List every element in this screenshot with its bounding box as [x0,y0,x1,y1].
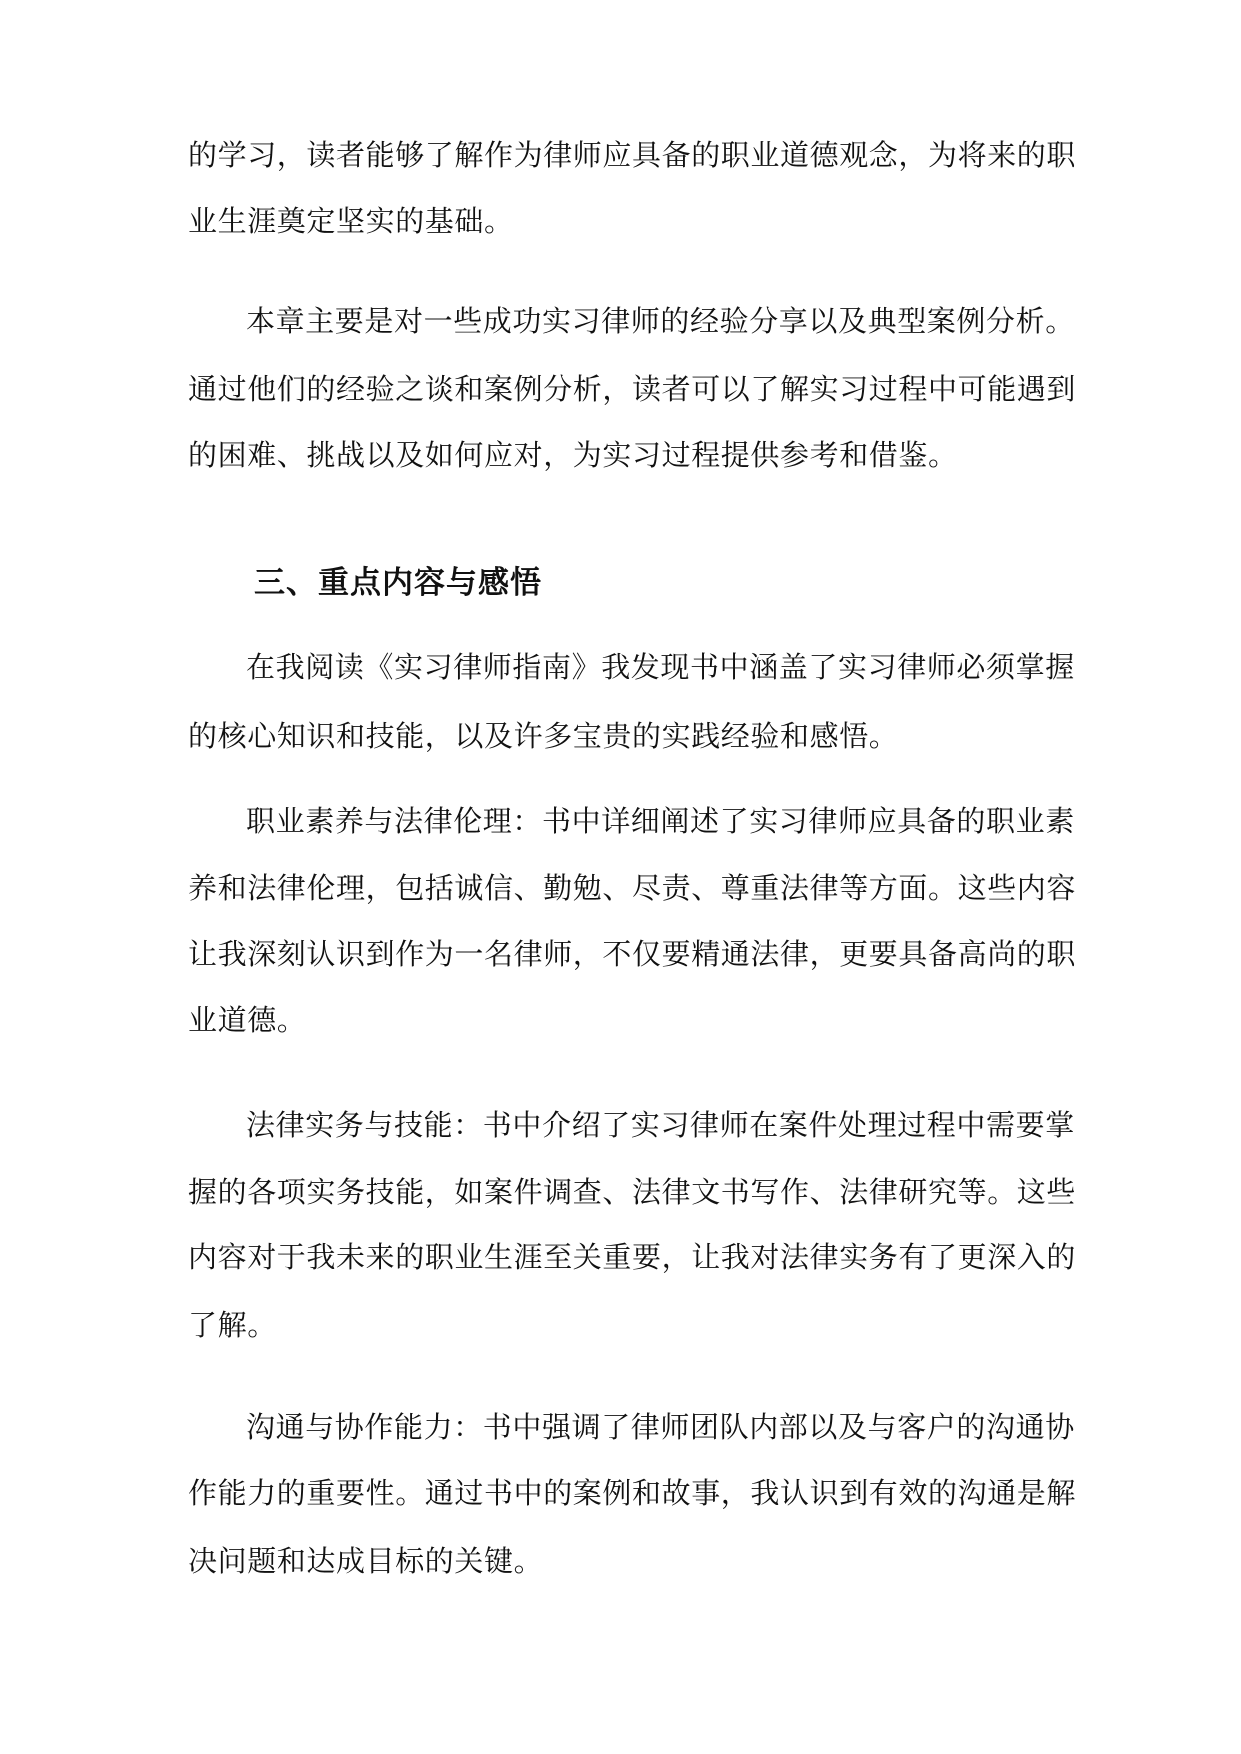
paragraph-line: 的核心知识和技能，以及许多宝贵的实践经验和感悟。 [188,719,899,753]
paragraph-line: 的学习，读者能够了解作为律师应具备的职业道德观念，为将来的职 [188,138,1077,172]
paragraph-line: 的困难、挑战以及如何应对，为实习过程提供参考和借鉴。 [188,438,958,472]
paragraph-line: 业道德。 [188,1003,307,1037]
paragraph-line: 在我阅读《实习律师指南》我发现书中涵盖了实习律师必须掌握 [246,650,1075,684]
paragraph-line: 沟通与协作能力：书中强调了律师团队内部以及与客户的沟通协 [246,1410,1075,1444]
paragraph-line: 作能力的重要性。通过书中的案例和故事，我认识到有效的沟通是解 [188,1476,1077,1510]
paragraph-line: 让我深刻认识到作为一名律师，不仅要精通法律，更要具备高尚的职 [188,937,1077,971]
paragraph-line: 通过他们的经验之谈和案例分析，读者可以了解实习过程中可能遇到 [188,372,1077,406]
paragraph-line: 本章主要是对一些成功实习律师的经验分享以及典型案例分析。 [246,304,1075,338]
section-heading: 三、重点内容与感悟 [254,565,542,601]
paragraph-line: 法律实务与技能：书中介绍了实习律师在案件处理过程中需要掌 [246,1108,1075,1142]
paragraph-line: 握的各项实务技能，如案件调查、法律文书写作、法律研究等。这些 [188,1175,1077,1209]
paragraph-line: 内容对于我未来的职业生涯至关重要，让我对法律实务有了更深入的 [188,1240,1077,1274]
paragraph-line: 养和法律伦理，包括诚信、勤勉、尽责、尊重法律等方面。这些内容 [188,871,1077,905]
paragraph-line: 职业素养与法律伦理：书中详细阐述了实习律师应具备的职业素 [246,804,1075,838]
paragraph-line: 决问题和达成目标的关键。 [188,1544,544,1578]
paragraph-line: 了解。 [188,1308,277,1342]
paragraph-line: 业生涯奠定坚实的基础。 [188,204,514,238]
